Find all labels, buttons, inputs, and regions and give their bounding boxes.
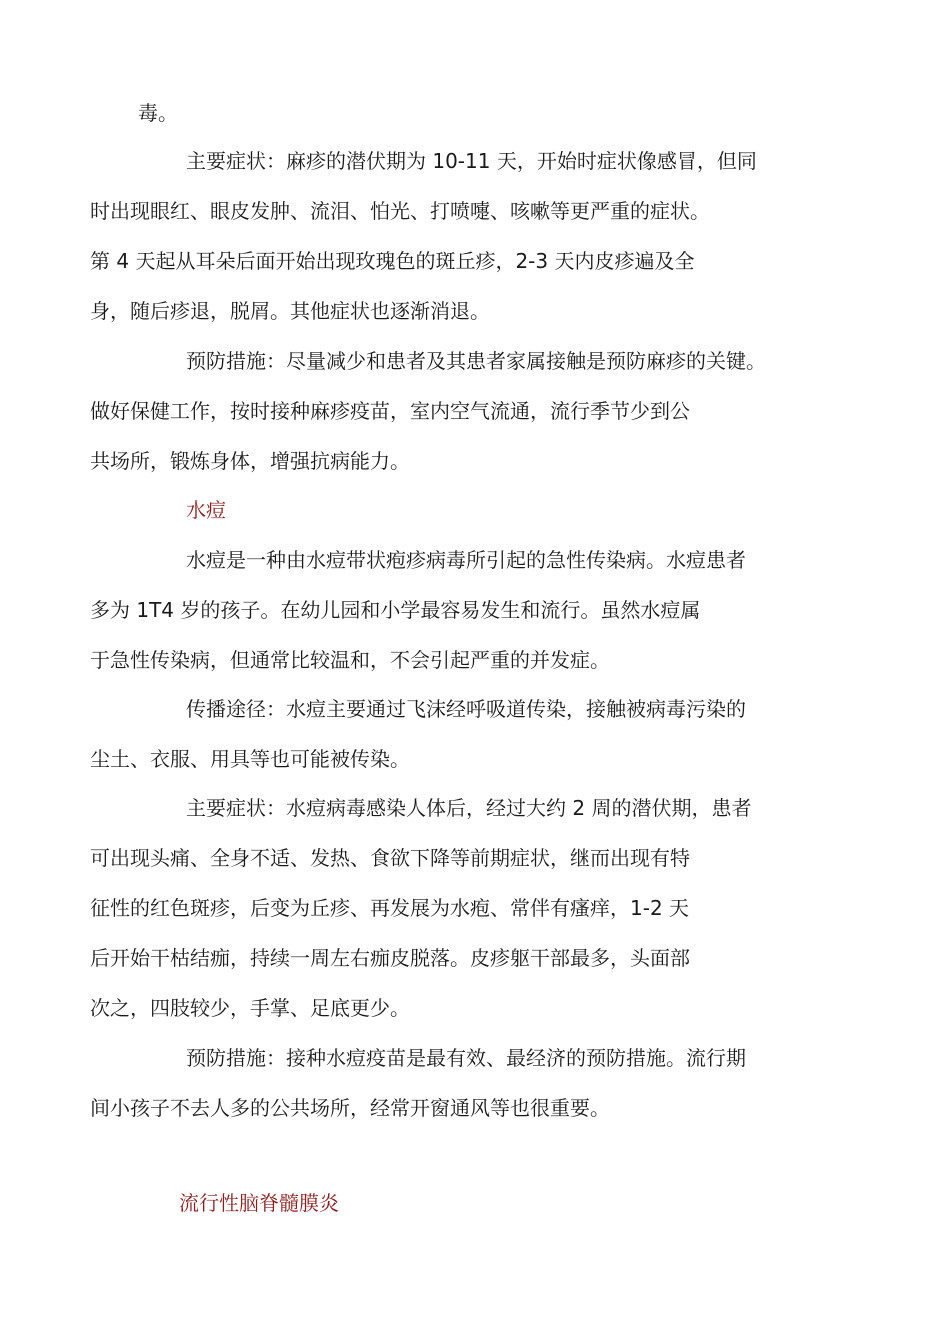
text-line: 多为 1T4 岁的孩子。在幼儿园和小学最容易发生和流行。虽然水痘属 — [90, 598, 701, 622]
chickenpox-heading: 水痘 — [186, 498, 226, 522]
text-line: 毒。 — [138, 101, 178, 125]
measles-symptoms-paragraph — [90, 136, 828, 336]
text-line: 次之，四肢较少，手掌、足底更少。 — [90, 996, 410, 1020]
text-line: 传播途径：水痘主要通过飞沫经呼吸道传染，接触被病毒污染的 — [186, 697, 746, 721]
text-line: 尘土、衣服、用具等也可能被传染。 — [90, 747, 410, 771]
measles-prevention-paragraph — [90, 336, 828, 486]
text-line: 做好保健工作，按时接种麻疹疫苗，室内空气流通，流行季节少到公 — [90, 399, 690, 423]
text-line: 征性的红色斑疹，后变为丘疹、再发展为水疱、常伴有瘙痒，1-2 天 — [90, 896, 690, 920]
text-line: 共场所，锻炼身体，增强抗病能力。 — [90, 449, 410, 473]
text-line: 预防措施：接种水痘疫苗是最有效、最经济的预防措施。流行期 — [186, 1046, 746, 1070]
text-line: 预防措施：尽量减少和患者及其患者家属接触是预防麻疹的关键。 — [186, 349, 766, 373]
chickenpox-symptoms-paragraph — [90, 783, 828, 1033]
text-line: 水痘是一种由水痘带状疱疹病毒所引起的急性传染病。水痘患者 — [186, 548, 746, 572]
text-line: 于急性传染病，但通常比较温和，不会引起严重的并发症。 — [90, 648, 610, 672]
text-line: 间小孩子不去人多的公共场所，经常开窗通风等也很重要。 — [90, 1096, 610, 1120]
chickenpox-transmission-paragraph — [90, 684, 828, 784]
measles-continuation — [138, 88, 828, 138]
text-line: 可出现头痛、全身不适、发热、食欲下降等前期症状，继而出现有特 — [90, 846, 690, 870]
text-line: 主要症状：麻疹的潜伏期为 10-11 天，开始时症状像感冒，但同 — [186, 149, 757, 173]
text-line: 主要症状：水痘病毒感染人体后，经过大约 2 周的潜伏期，患者 — [186, 796, 752, 820]
chickenpox-prevention-paragraph — [90, 1033, 828, 1133]
chickenpox-intro-paragraph — [90, 535, 828, 685]
text-line: 第 4 天起从耳朵后面开始出现玫瑰色的斑丘疹，2-3 天内皮疹遍及全 — [90, 249, 695, 273]
text-line: 身，随后疹退，脱屑。其他症状也逐渐消退。 — [90, 299, 490, 323]
text-line: 后开始干枯结痂，持续一周左右痂皮脱落。皮疹躯干部最多，头面部 — [90, 946, 690, 970]
text-line: 时出现眼红、眼皮发肿、流泪、怕光、打喷嚏、咳嗽等更严重的症状。 — [90, 199, 710, 223]
meningitis-heading: 流行性脑脊髓膜炎 — [179, 1191, 339, 1215]
